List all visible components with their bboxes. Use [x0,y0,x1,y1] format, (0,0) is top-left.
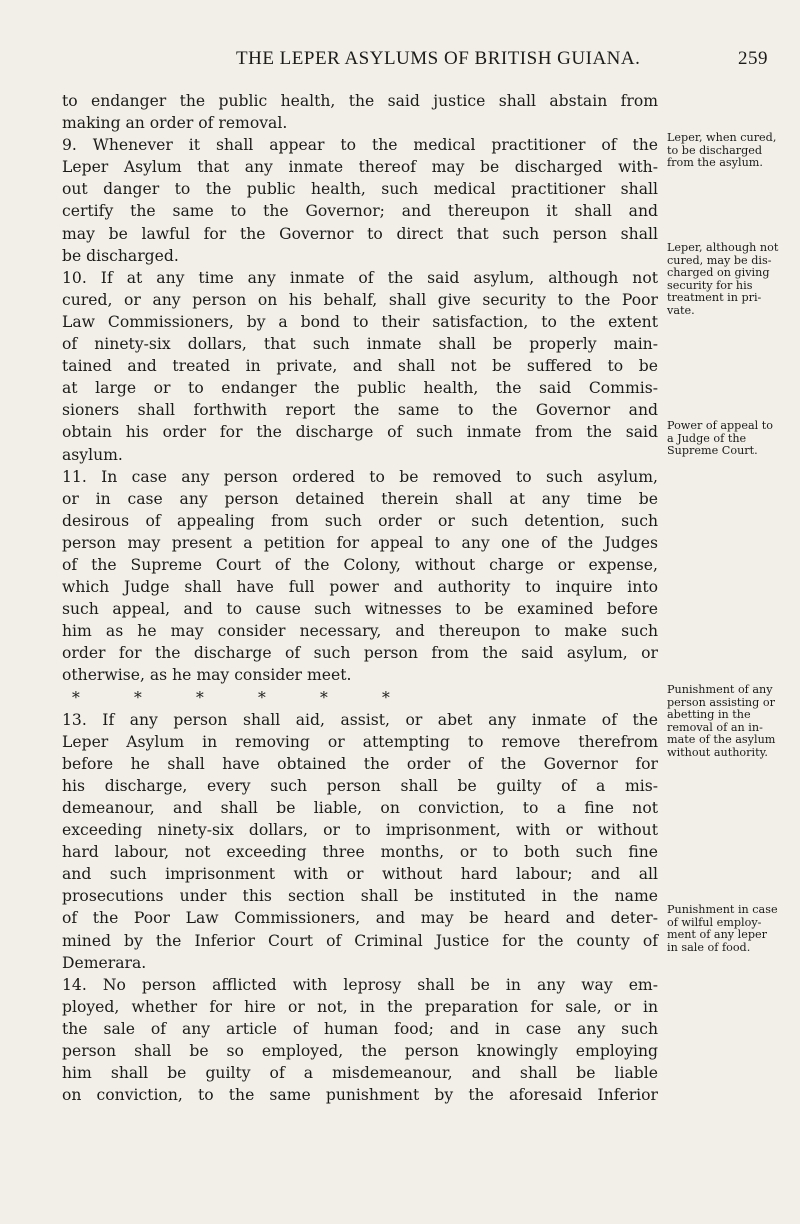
margin-note [667,684,797,760]
margin-note-line: Punishment of any [667,683,773,696]
text-line: sioners shall forthwith report the same to the Governor and [62,401,658,420]
margin-note-line: without authority. [667,745,768,759]
text-line: desirous of appealing from such order or such detention, such [62,511,658,530]
text-line: mined by the Inferior Court of Criminal Justice for the county of [62,931,658,950]
margin-note-line: mate of the asylum [667,733,776,747]
text-line: 14. No person afflicted with leprosy shall be in any way em- [62,975,658,994]
text-line: tained and treated in private, and shall not be suffered to be [62,357,658,376]
margin-note-line: security for his [667,278,753,292]
text-line: otherwise, as he may consider meet. [62,666,352,685]
text-line: or in case any person detained therein shall at any time be [62,489,658,508]
text-line: his discharge, every such person shall be guilty of a mis- [62,776,658,795]
star-glyph: * [258,688,266,707]
text-line: 9. Whenever it shall appear to the medical practitioner of the [62,136,658,155]
margin-note-line: a Judge of the [667,431,747,445]
margin-note-line: treatment in pri- [667,291,762,305]
text-line: and such imprisonment with or without hard labour; and all [62,865,658,884]
text-line: prosecutions under this section shall be instituted in the name [62,887,658,906]
text-line: exceeding ninety-six dollars, or to imprisonment, with or without [62,821,658,840]
text-line: out danger to the public health, such medical practitioner shall [62,180,658,199]
text-line: before he shall have obtained the order of the Governor for [62,754,658,773]
text-line: Demerara. [62,953,147,972]
margin-note-line: abetting in the [667,708,751,722]
margin-note-line: Leper, although not [667,241,779,254]
margin-note [667,132,797,170]
text-line: him as he may consider necessary, and thereupon to make such [62,622,658,641]
star-glyph: * [320,688,328,707]
margin-note-line: Power of appeal to [667,419,773,432]
margin-note-line: Leper, when cured, [667,131,777,144]
text-line: person may present a petition for appeal to any one of the Judges [62,533,658,552]
margin-note-line: to be discharged [667,143,763,157]
margin-note-line: Punishment in case [667,903,778,916]
text-line: him shall be guilty of a misdemeanour, and shall be liable [62,1064,658,1083]
margin-note [667,904,797,954]
text-line: Leper Asylum in removing or attempting to remove therefrom [62,732,658,751]
margin-note-line: vate. [667,303,695,317]
text-line: obtain his order for the discharge of such inmate from the said [62,423,658,442]
page-number: 259 [738,48,768,69]
text-line: be discharged. [62,246,179,265]
text-line: such appeal, and to cause such witnesses to be examined before [62,600,658,619]
margin-note-line: of wilful employ- [667,915,762,929]
star-glyph: * [134,688,142,707]
margin-note-line: charged on giving [667,266,770,280]
margin-note [667,242,797,318]
margin-note-line: in sale of food. [667,940,751,954]
margin-note-line: person assisting or [667,695,775,709]
text-line: on conviction, to the same punishment by the aforesaid Inferior [62,1086,658,1105]
text-line: may be lawful for the Governor to direct that such person shall [62,224,658,243]
text-line: of ninety-six dollars, that such inmate shall be properly main- [62,335,658,354]
margin-note-line: from the asylum. [667,156,763,170]
text-line: the sale of any article of human food; and in case any such [62,1019,658,1038]
text-line: person shall be so employed, the person knowingly employing [62,1042,658,1061]
margin-note-line: ment of any leper [667,928,767,942]
margin-note [667,420,797,458]
text-line: making an order of removal. [62,114,288,133]
text-line: to endanger the public health, the said justice shall abstain from [62,92,658,110]
text-line: 11. In case any person ordered to be removed to such asylum, [62,467,658,486]
margin-note-line: cured, may be dis- [667,253,772,267]
text-line: at large or to endanger the public health, the said Commis- [62,379,658,398]
text-line: certify the same to the Governor; and thereupon it shall and [62,202,658,221]
star-glyph: * [382,688,390,707]
text-line: 10. If at any time any inmate of the said asylum, although not [62,268,658,287]
text-line: demeanour, and shall be liable, on conviction, to a fine not [62,799,658,817]
text-line: which Judge shall have full power and authority to inquire into [62,578,658,597]
star-glyph: * [72,688,80,707]
text-line: hard labour, not exceeding three months, or to both such fine [62,843,658,862]
margin-note-line: Supreme Court. [667,444,758,458]
star-glyph: * [196,688,204,707]
text-line: Law Commissioners, by a bond to their satisfaction, to the extent [62,312,658,331]
text-line: cured, or any person on his behalf, shall give security to the Poor [62,290,658,309]
text-line: order for the discharge of such person from the said asylum, or [62,644,658,663]
text-line: of the Poor Law Commissioners, and may be heard and deter- [62,909,658,928]
text-line: Leper Asylum that any inmate thereof may be discharged with- [62,158,658,177]
text-line: ployed, whether for hire or not, in the preparation for sale, or in [62,997,658,1016]
section-break-stars [62,687,658,709]
text-line: of the Supreme Court of the Colony, without charge or expense, [62,555,658,574]
text-line: 13. If any person shall aid, assist, or abet any inmate of the [62,710,658,729]
running-title: THE LEPER ASYLUMS OF BRITISH GUIANA. [236,48,641,69]
text-line: asylum. [62,445,123,464]
body-text [62,90,658,1106]
margin-note-line: removal of an in- [667,720,763,734]
